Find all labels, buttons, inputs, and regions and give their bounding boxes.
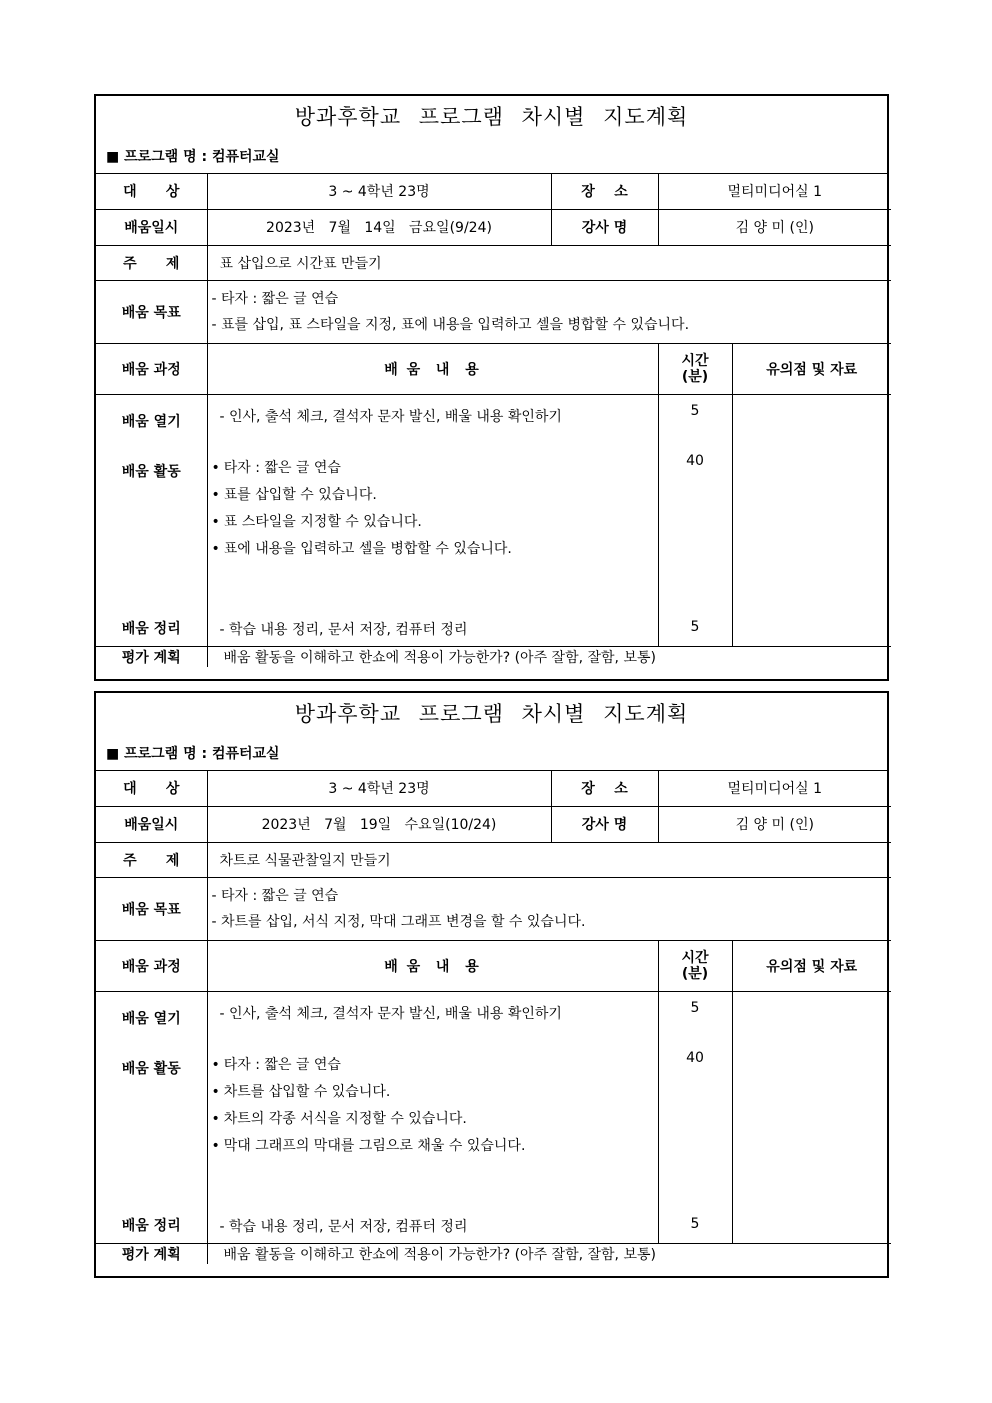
stage-close: 배움 정리 (121, 1217, 181, 1234)
goal-label: 배움 목표 (96, 877, 207, 940)
list-item: • 표 스타일을 지정할 수 있습니다. (212, 509, 512, 536)
notes-column (732, 991, 891, 1243)
date-label: 배움일시 (96, 209, 207, 245)
target-label: 대 상 (96, 174, 207, 209)
stage-activity: 배움 활동 (121, 1060, 181, 1077)
notes-header: 유의점 및 자료 (732, 940, 891, 991)
place-label: 장 소 (551, 771, 658, 806)
content-column (207, 991, 658, 1243)
target-value: 3 ~ 4학년 23명 (207, 174, 551, 209)
teacher-label: 강사 명 (551, 209, 658, 245)
program-name: ■ 프로그램 명 : 컴퓨터교실 (106, 746, 280, 762)
plan-header (96, 96, 887, 174)
list-item: • 차트의 각종 서식을 지정할 수 있습니다. (212, 1106, 526, 1133)
topic-label: 주 제 (96, 842, 207, 877)
evaluation-label: 평가 계획 (96, 1243, 207, 1264)
teacher-label: 강사 명 (551, 806, 658, 842)
plan-title: 방과후학교 프로그램 차시별 지도계획 (294, 702, 689, 726)
plan-table (96, 771, 891, 1264)
date-label: 배움일시 (96, 806, 207, 842)
process-label: 배움 과정 (96, 343, 207, 394)
time-column (658, 991, 732, 1243)
date-value: 2023년 7월 19일 수요일(10/24) (207, 806, 551, 842)
goal-item: - 표를 삽입, 표 스타일을 지정, 표에 내용을 입력하고 셀을 병합할 수 있습니다. (211, 316, 690, 333)
place-value: 멀티미디어실 1 (658, 174, 891, 209)
stage-close: 배움 정리 (121, 620, 181, 637)
list-item: • 차트를 삽입할 수 있습니다. (212, 1079, 526, 1106)
time-close: 5 (690, 618, 700, 635)
goal-list (207, 280, 891, 343)
evaluation-value: 배움 활동을 이해하고 한쇼에 적용이 가능한가? (아주 잘함, 잘함, 보통) (207, 1243, 891, 1264)
notes-header: 유의점 및 자료 (732, 343, 891, 394)
plan-header (96, 693, 887, 771)
list-item: • 막대 그래프의 막대를 그림으로 채울 수 있습니다. (212, 1133, 526, 1160)
stage-column (96, 991, 207, 1243)
time-header: 시간 (분) (658, 343, 732, 394)
time-column (658, 394, 732, 646)
plan-title: 방과후학교 프로그램 차시별 지도계획 (294, 105, 689, 129)
stage-column (96, 394, 207, 646)
process-label: 배움 과정 (96, 940, 207, 991)
stage-open: 배움 열기 (121, 413, 181, 430)
topic-value: 차트로 식물관찰일지 만들기 (207, 842, 891, 877)
goal-item: - 차트를 삽입, 서식 지정, 막대 그래프 변경을 할 수 있습니다. (211, 913, 586, 930)
list-item: • 표에 내용을 입력하고 셀을 병합할 수 있습니다. (212, 536, 512, 563)
content-header: 배 움 내 용 (207, 343, 658, 394)
open-content: - 인사, 출석 체크, 결석자 문자 발신, 배울 내용 확인하기 (219, 1005, 562, 1022)
activity-list (212, 1052, 526, 1160)
goal-label: 배움 목표 (96, 280, 207, 343)
goal-list (207, 877, 891, 940)
list-item: • 타자 : 짧은 글 연습 (212, 1052, 526, 1079)
close-content: - 학습 내용 정리, 문서 저장, 컴퓨터 정리 (219, 1218, 468, 1235)
target-label: 대 상 (96, 771, 207, 806)
lesson-plan-2 (94, 691, 889, 1278)
notes-column (732, 394, 891, 646)
list-item: • 표를 삽입할 수 있습니다. (212, 482, 512, 509)
place-value: 멀티미디어실 1 (658, 771, 891, 806)
open-content: - 인사, 출석 체크, 결석자 문자 발신, 배울 내용 확인하기 (219, 408, 562, 425)
stage-open: 배움 열기 (121, 1010, 181, 1027)
target-value: 3 ~ 4학년 23명 (207, 771, 551, 806)
goal-item: - 타자 : 짧은 글 연습 (211, 290, 339, 307)
teacher-value: 김 양 미 (인) (658, 209, 891, 245)
lesson-plan-1 (94, 94, 889, 681)
close-content: - 학습 내용 정리, 문서 저장, 컴퓨터 정리 (219, 621, 468, 638)
evaluation-value: 배움 활동을 이해하고 한쇼에 적용이 가능한가? (아주 잘함, 잘함, 보통) (207, 646, 891, 667)
content-column (207, 394, 658, 646)
activity-list (212, 455, 512, 563)
time-header: 시간 (분) (658, 940, 732, 991)
place-label: 장 소 (551, 174, 658, 209)
time-activity: 40 (686, 452, 704, 469)
evaluation-label: 평가 계획 (96, 646, 207, 667)
topic-value: 표 삽입으로 시간표 만들기 (207, 245, 891, 280)
date-value: 2023년 7월 14일 금요일(9/24) (207, 209, 551, 245)
topic-label: 주 제 (96, 245, 207, 280)
time-open: 5 (690, 402, 700, 419)
list-item: • 타자 : 짧은 글 연습 (212, 455, 512, 482)
plan-table (96, 174, 891, 667)
time-open: 5 (690, 999, 700, 1016)
goal-item: - 타자 : 짧은 글 연습 (211, 887, 339, 904)
time-close: 5 (690, 1215, 700, 1232)
time-activity: 40 (686, 1049, 704, 1066)
teacher-value: 김 양 미 (인) (658, 806, 891, 842)
content-header: 배 움 내 용 (207, 940, 658, 991)
program-name: ■ 프로그램 명 : 컴퓨터교실 (106, 149, 280, 165)
stage-activity: 배움 활동 (121, 463, 181, 480)
